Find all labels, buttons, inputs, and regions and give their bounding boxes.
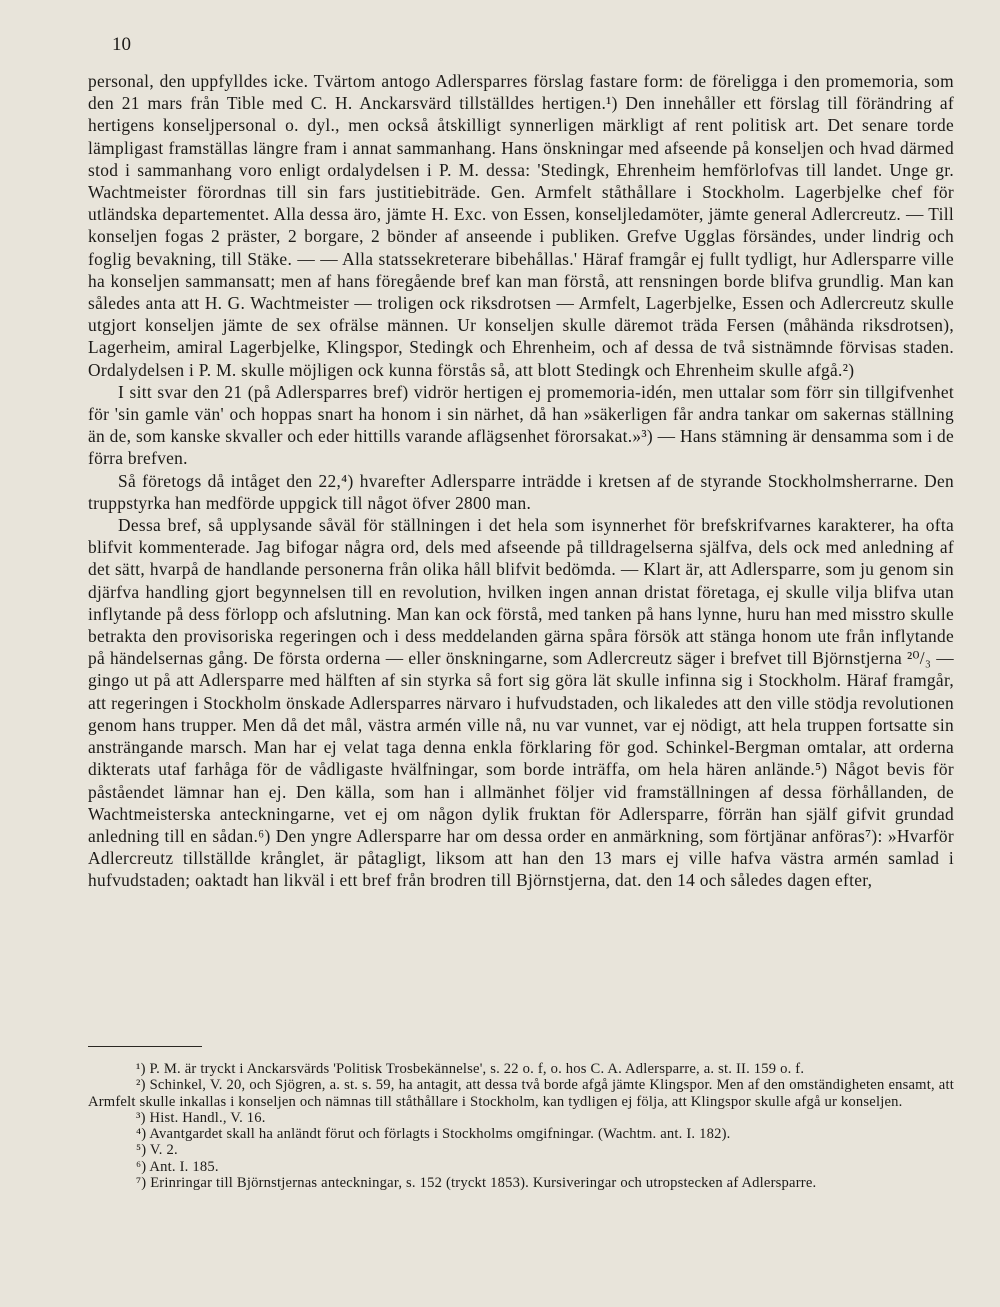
footnote: ⁵) V. 2.: [136, 1142, 178, 1159]
paragraph: I sitt svar den 21 (på Adlersparres bref) vidrör hertigen ej promemoria-idén, men uttalar som förr sin tillgifvenhet för 'sin gamle vän' och hoppas snart ha honom i sin närhet, då han »säkerligen får andra tankar om sakernas ställning än de, som kanske skvaller och eder hittills varande aflägsenhet förorsakat.»³) — Hans stämning är densamma som i de förra brefven.: [88, 381, 954, 469]
footnote: ⁶) Ant. I. 185.: [136, 1158, 219, 1175]
footnote: ⁴) Avantgardet skall ha anländt förut och förlagts i Stockholms omgifningar. (Wachtm. ant. I. 182).: [136, 1126, 731, 1143]
footnote: ⁷) Erinringar till Björnstjernas anteckningar, s. 152 (tryckt 1853). Kursiveringar och utropstecken af Adlersparre.: [136, 1175, 817, 1192]
footnote: ²) Schinkel, V. 20, och Sjögren, a. st. s. 59, ha antagit, att dessa två borde afgå jämte Klingspor. Men af den omständigheten ensamt, att Armfelt skulle inkallas i konseljen och nämnas till ståthållare i Stockholm, kan tydligen ej följa, att Klingspor skulle afgå ur konseljen.: [88, 1077, 954, 1110]
paragraph: Dessa bref, så upplysande såväl för ställningen i det hela som isynnerhet för brefskrifvarnes karakterer, ha ofta blifvit kommenterade. Jag bifogar några ord, dels med afseende på tilldragelserna själfva, dels ock med anledning af det sätt, hvarpå de handlande personerna från olika håll blifvit bedömda. — Klart är, att Adlersparre, som ju genom sin djärfva handling gjort begynnelsen till en revolution, hvilken ingen annan dristat företaga, ej skulle vilja blifva utan inflytande på dess förlopp och afslutning. Man kan ock förstå, med tanken på hans lynne, huru han med misstro skulle betrakta den provisoriska regeringen och i dess meddelanden gärna spåra försök att stänga honom ute från inflytande på händelsernas gång. De första orderna — eller önskningarne, som Adlercreutz säger i brefvet till Björnstjerna ²⁰/₃ — gingo ut på att Adlersparre med hälften af sin styrka så fort sig göra lät skulle infinna sig i Stockholm. Häraf framgår, att regeringen i Stockholm önskade Adlersparres närvaro i hufvudstaden, och likaledes att den ville stödja revolutionen genom hans trupper. Men då det mål, västra armén ville nå, nu var vunnet, var ej nödigt, att hela truppen fortsatte sin ansträngande marsch. Man har ej velat taga denna enkla förklaring för god. Schinkel-Bergman omtalar, att orderna dikterats utaf farhåga för de vådligaste hvälfningar, som borde inträffa, om hela hären anlände.⁵) Något bevis för påståendet lämnar han ej. Den källa, som han i allmänhet följer vid framställningen af dessa förhållanden, de Wachtmeisterska anteckningarne, vet ej om någon dylik fruktan för Adlersparre, förrän han själf gifvit grundad anledning till en sådan.⁶) Den yngre Adlersparre har om dessa order en anmärkning, som förtjänar anföras⁷): »Hvarför Adlercreutz tillställde krånglet, är påtagligt, liksom att han den 13 mars ej ville hafva västra armén samlad i hufvudstaden; oaktadt han likväl i ett bref från brodren till Björnstjerna, dat. den 14 och således dagen efter,: [88, 515, 954, 891]
page-number: 10: [112, 34, 131, 55]
footnote-divider: [88, 1046, 202, 1047]
paragraph: Så företogs då intåget den 22,⁴) hvarefter Adlersparre inträdde i kretsen af de styrande Stockholmsherrarne. Den truppstyrka han medförde uppgick till något öfver 2800 man.: [88, 470, 954, 513]
footnote: ³) Hist. Handl., V. 16.: [136, 1109, 266, 1126]
footnotes: [88, 1061, 954, 1191]
footnote: ¹) P. M. är tryckt i Anckarsvärds 'Politisk Trosbekännelse', s. 22 o. f, o. hos C. A. Adlersparre, a. st. II. 159 o. f.: [136, 1061, 805, 1077]
main-text: [88, 70, 954, 892]
paragraph: personal, den uppfylldes icke. Tvärtom antogo Adlersparres förslag fastare form: de föreligga i den promemoria, som den 21 mars från Tible med C. H. Anckarsvärd tillställdes hertigen.¹) Den innehåller ett förslag till förändring af hertigens konseljpersonal o. dyl., men också åtskilligt synnerligen märkligt af rent politisk art. Det senare torde lämpligast framställas längre fram i annat sammanhang. Hans önskningar med afseende på konseljen och hvad därmed stod i sammanhang voro enligt ordalydelsen i P. M. dessa: 'Stedingk, Ehrenheim hemförlofvas till landet. Unge gr. Wachtmeister förordnas till sin fars justitiebiträde. Gen. Armfelt ståthållare i Stockholm. Lagerbjelke chef för utländska departementet. Alla dessa äro, jämte H. Exc. von Essen, konseljledamöter, jämte general Adlercreutz. — Till konseljen fogas 2 präster, 2 borgare, 2 bönder af anseende i publiken. Grefve Ugglas försändes, under lindrig och foglig bevakning, till Stäke. — — Alla statssekreterare bibehållas.' Häraf framgår ej fullt tydligt, hur Adlersparre ville ha konseljen sammansatt; men af hans föregående bref kan man förstå, att rensningen borde blifva grundlig. Man kan således anta att H. G. Wachtmeister — troligen ock riksdrotsen — Armfelt, Lagerbjelke, Essen och Adlercreutz skulle utgjort konseljen jämte de sex ofrälse männen. Ur konseljen skulle däremot träda Fersen (måhända riksdrotsen), Lagerheim, amiral Lagerbjelke, Klingspor, Stedingk och Ehrenheim, och af dessa de två sistnämnde förvisas staden. Ordalydelsen i P. M. skulle möjligen ock kunna förstås så, att blott Stedingk och Ehrenheim skulle afgå.²): [88, 71, 954, 380]
